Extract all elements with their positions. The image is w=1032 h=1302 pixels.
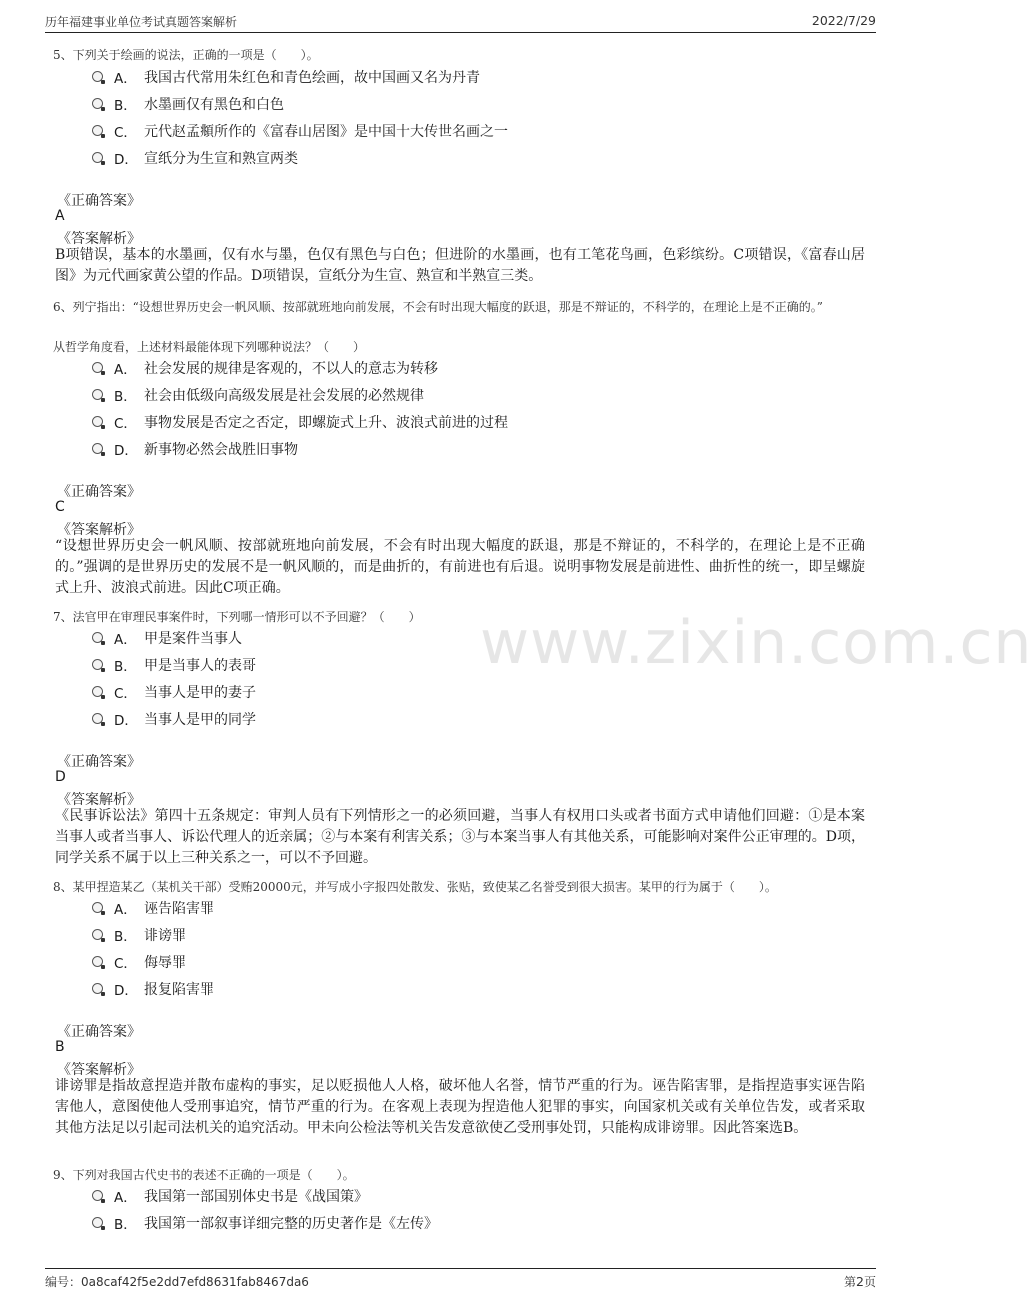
question-6-explanation: “设想世界历史会一帆风顺、按部就班地向前发展，不会有时出现大幅度的跃退，那是不辩证的，不科学的，在理论上是不正确的。”强调的是世界历史的发展不是一帆风顺的，而是曲折的，有前进也有后退。说明事物发展是前进性、曲折性的统一，即呈螺旋式上升、波浪式前进。因此C项正确。 <box>55 538 865 596</box>
explanation-label: 《答案解析》 <box>57 522 141 538</box>
header-date: 2022/7/29 <box>811 13 876 28</box>
radio-icon[interactable] <box>92 632 103 643</box>
radio-icon[interactable] <box>92 659 103 670</box>
question-7-explanation: 《民事诉讼法》第四十五条规定：审判人员有下列情形之一的必须回避，当事人有权用口头或者书面方式申请他们回避：①是本案当事人或者当事人、诉讼代理人的近亲属；②与本案有利害关系；③与本案当事人有其他关系，可能影响对案件公正审理的。D项，同学关系不属于以上三种关系之一，可以不予回避。 <box>55 808 865 866</box>
radio-icon[interactable] <box>92 983 103 994</box>
page-footer <box>45 1268 876 1289</box>
radio-icon[interactable] <box>92 902 103 913</box>
question-7-stem: 7、法官甲在审理民事案件时，下列哪一情形可以不予回避？（ ） <box>53 610 421 624</box>
question-7-answer: D <box>55 769 66 785</box>
radio-icon[interactable] <box>92 416 103 427</box>
radio-icon[interactable] <box>92 686 103 697</box>
answer-label: 《正确答案》 <box>57 484 141 500</box>
radio-icon[interactable] <box>92 98 103 109</box>
explanation-label: 《答案解析》 <box>57 231 141 247</box>
question-6-answer: C <box>55 499 65 515</box>
question-9-stem: 9、下列对我国古代史书的表述不正确的一项是（ ）。 <box>53 1168 355 1182</box>
answer-label: 《正确答案》 <box>57 193 141 209</box>
radio-icon[interactable] <box>92 152 103 163</box>
explanation-label: 《答案解析》 <box>57 1062 141 1078</box>
question-6-stem: 6、列宁指出：“设想世界历史会一帆风顺、按部就班地向前发展，不会有时出现大幅度的跃退，那是不辩证的，不科学的，在理论上是不正确的。” <box>53 300 823 314</box>
radio-icon[interactable] <box>92 125 103 136</box>
radio-icon[interactable] <box>92 1190 103 1201</box>
question-8-answer: B <box>55 1039 65 1055</box>
radio-icon[interactable] <box>92 389 103 400</box>
radio-icon[interactable] <box>92 362 103 373</box>
question-5-answer: A <box>55 208 65 224</box>
radio-icon[interactable] <box>92 71 103 82</box>
page-header <box>45 10 876 33</box>
explanation-label: 《答案解析》 <box>57 792 141 808</box>
radio-icon[interactable] <box>92 1217 103 1228</box>
question-5-stem: 5、下列关于绘画的说法，正确的一项是（ ）。 <box>53 48 319 62</box>
header-title: 历年福建事业单位考试真题答案解析 <box>45 15 238 29</box>
answer-label: 《正确答案》 <box>57 1024 141 1040</box>
radio-icon[interactable] <box>92 929 103 940</box>
question-8-stem: 8、某甲捏造某乙（某机关干部）受贿20000元，并写成小字报四处散发、张贴，致使某乙名誉受到很大损害。某甲的行为属于（ ）。 <box>53 880 777 894</box>
radio-icon[interactable] <box>92 713 103 724</box>
question-8-explanation: 诽谤罪是指故意捏造并散布虚构的事实，足以贬损他人人格，破坏他人名誉，情节严重的行为。诬告陷害罪，是指捏造事实诬告陷害他人，意图使他人受刑事追究，情节严重的行为。在客观上表现为捏造他人犯罪的事实，向国家机关或有关单位告发，或者采取其他方法足以引起司法机关的追究活动。甲未向公检法等机关告发意欲使乙受刑事处罚，只能构成诽谤罪。因此答案选B。 <box>55 1078 865 1136</box>
question-5-explanation: B项错误，基本的水墨画，仅有水与墨，色仅有黑色与白色；但进阶的水墨画，也有工笔花鸟画，色彩缤纷。C项错误，《富春山居图》为元代画家黄公望的作品。D项错误，宣纸分为生宣、熟宣和半熟宣三类。 <box>55 247 865 284</box>
question-6-stem-2: 从哲学角度看，上述材料最能体现下列哪种说法？（ ） <box>53 340 366 354</box>
radio-icon[interactable] <box>92 443 103 454</box>
watermark: www.zixin.com.cn <box>480 608 1032 678</box>
page-number: 第2页 <box>844 1274 876 1289</box>
answer-label: 《正确答案》 <box>57 754 141 770</box>
radio-icon[interactable] <box>92 956 103 967</box>
document-id: 编号：0a8caf42f5e2dd7efd8631fab8467da6 <box>45 1275 309 1289</box>
